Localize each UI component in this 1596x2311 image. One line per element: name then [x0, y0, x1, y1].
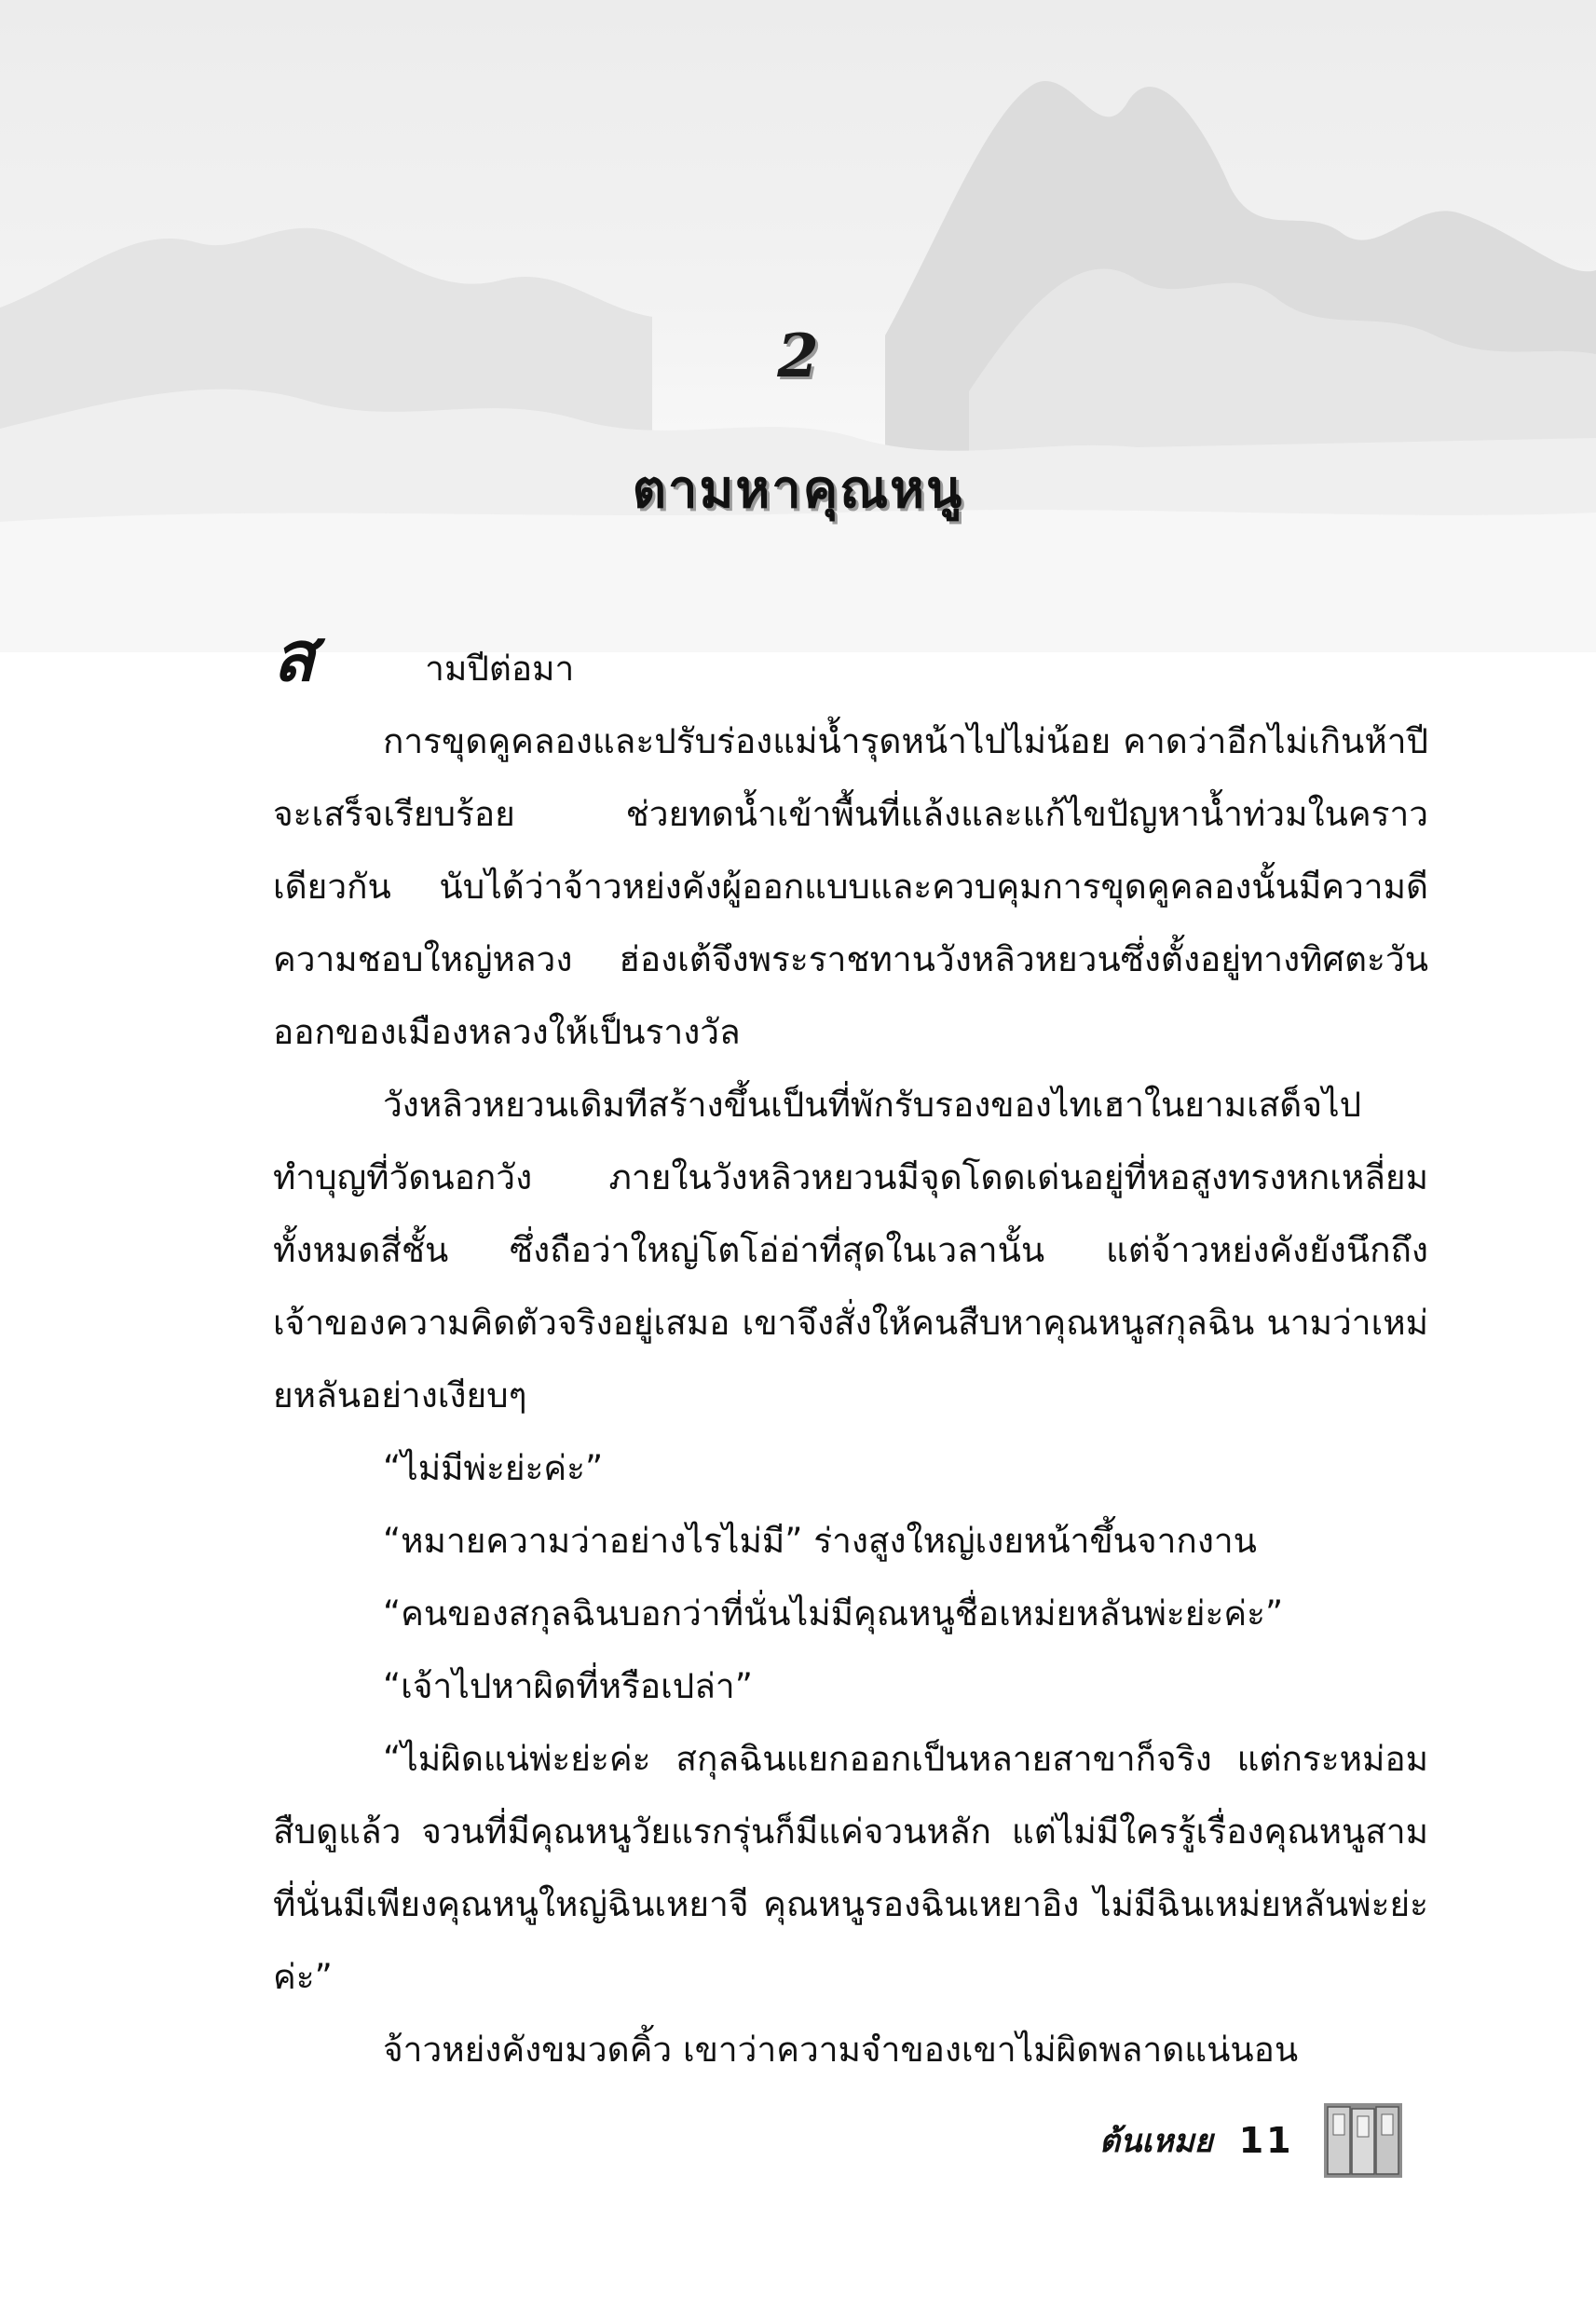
dialogue-line: “คนของสกุลฉินบอกว่าที่นั่นไม่มีคุณหนูชื่อเหม่ยหลันพ่ะย่ะค่ะ” — [383, 1593, 1284, 1634]
chapter-number: 2 — [777, 321, 819, 391]
paragraph: “ไม่ผิดแน่พ่ะย่ะค่ะ สกุลฉินแยกออกเป็นหลายสาขาก็จริง แต่กระหม่อมสืบดูแล้ว จวนที่มีคุณหนูวัยแรกรุ่นก็มีแค่จวนหลัก แต่ไม่มีใครรู้เรื่องคุณหนูสาม ที่นั่นมีเพียงคุณหนูใหญ่ฉินเหยาจี คุณหนูรองฉินเหยาอิง ไม่มีฉินเหม่ยหลันพ่ะย่ะค่ะ” — [273, 1739, 1428, 1997]
dialogue-line: “หมายความว่าอย่างไรไม่มี” ร่างสูงใหญ่เงยหน้าขึ้นจากงาน — [383, 1521, 1257, 1561]
opening-line-text: ามปีต่อมา — [425, 649, 575, 689]
dialogue-line: “ไม่มีพ่ะย่ะค่ะ” — [383, 1448, 604, 1488]
paragraph: วังหลิวหยวนเดิมทีสร้างขึ้นเป็นที่พักรับรองของไทเฮาในยามเสด็จไปทำบุญที่วัดนอกวัง ภายในวังหลิวหยวนมีจุดโดดเด่นอยู่ที่หอสูงทรงหกเหลี่ยมทั้งหมดสี่ชั้น ซึ่งถือว่าใหญ่โตโอ่อ่าที่สุดในเวลานั้น แต่จ้าวหย่งคังยังนึกถึงเจ้าของความคิดตัวจริงอยู่เสมอ เขาจึงสั่งให้คนสืบหาคุณหนูสกุลฉิน นามว่าเหม่ยหลันอย่างเงียบๆ — [273, 1085, 1428, 1415]
dialogue-line: “เจ้าไปหาผิดที่หรือเปล่า” — [383, 1666, 753, 1706]
paragraph: จ้าวหย่งคังขมวดคิ้ว เขาว่าความจำของเขาไม่ผิดพลาดแน่นอน — [383, 2030, 1299, 2070]
opening-line — [273, 617, 1428, 705]
chapter-body — [273, 617, 1428, 2086]
page-number: 11 — [1238, 2120, 1294, 2161]
book-stack-icon — [1320, 2098, 1406, 2183]
footer-book-title: ต้นเหมย — [1099, 2123, 1213, 2160]
page-footer — [1099, 2108, 1406, 2173]
paragraph: การขุดคูคลองและปรับร่องแม่น้ำรุดหน้าไปไม่น้อย คาดว่าอีกไม่เกินห้าปีจะเสร็จเรียบร้อย ช่วยทดน้ำเข้าพื้นที่แล้งและแก้ไขปัญหาน้ำท่วมในคราวเดียวกัน นับได้ว่าจ้าวหย่งคังผู้ออกแบบและควบคุมการขุดคูคลองนั้นมีความดีความชอบใหญ่หลวง ฮ่องเต้จึงพระราชทานวังหลิวหยวนซึ่งตั้งอยู่ทางทิศตะวันออกของเมืองหลวงให้เป็นรางวัล — [273, 721, 1428, 1052]
chapter-title: ตามหาคุณหนู — [632, 459, 964, 520]
drop-cap: ส — [273, 617, 316, 697]
